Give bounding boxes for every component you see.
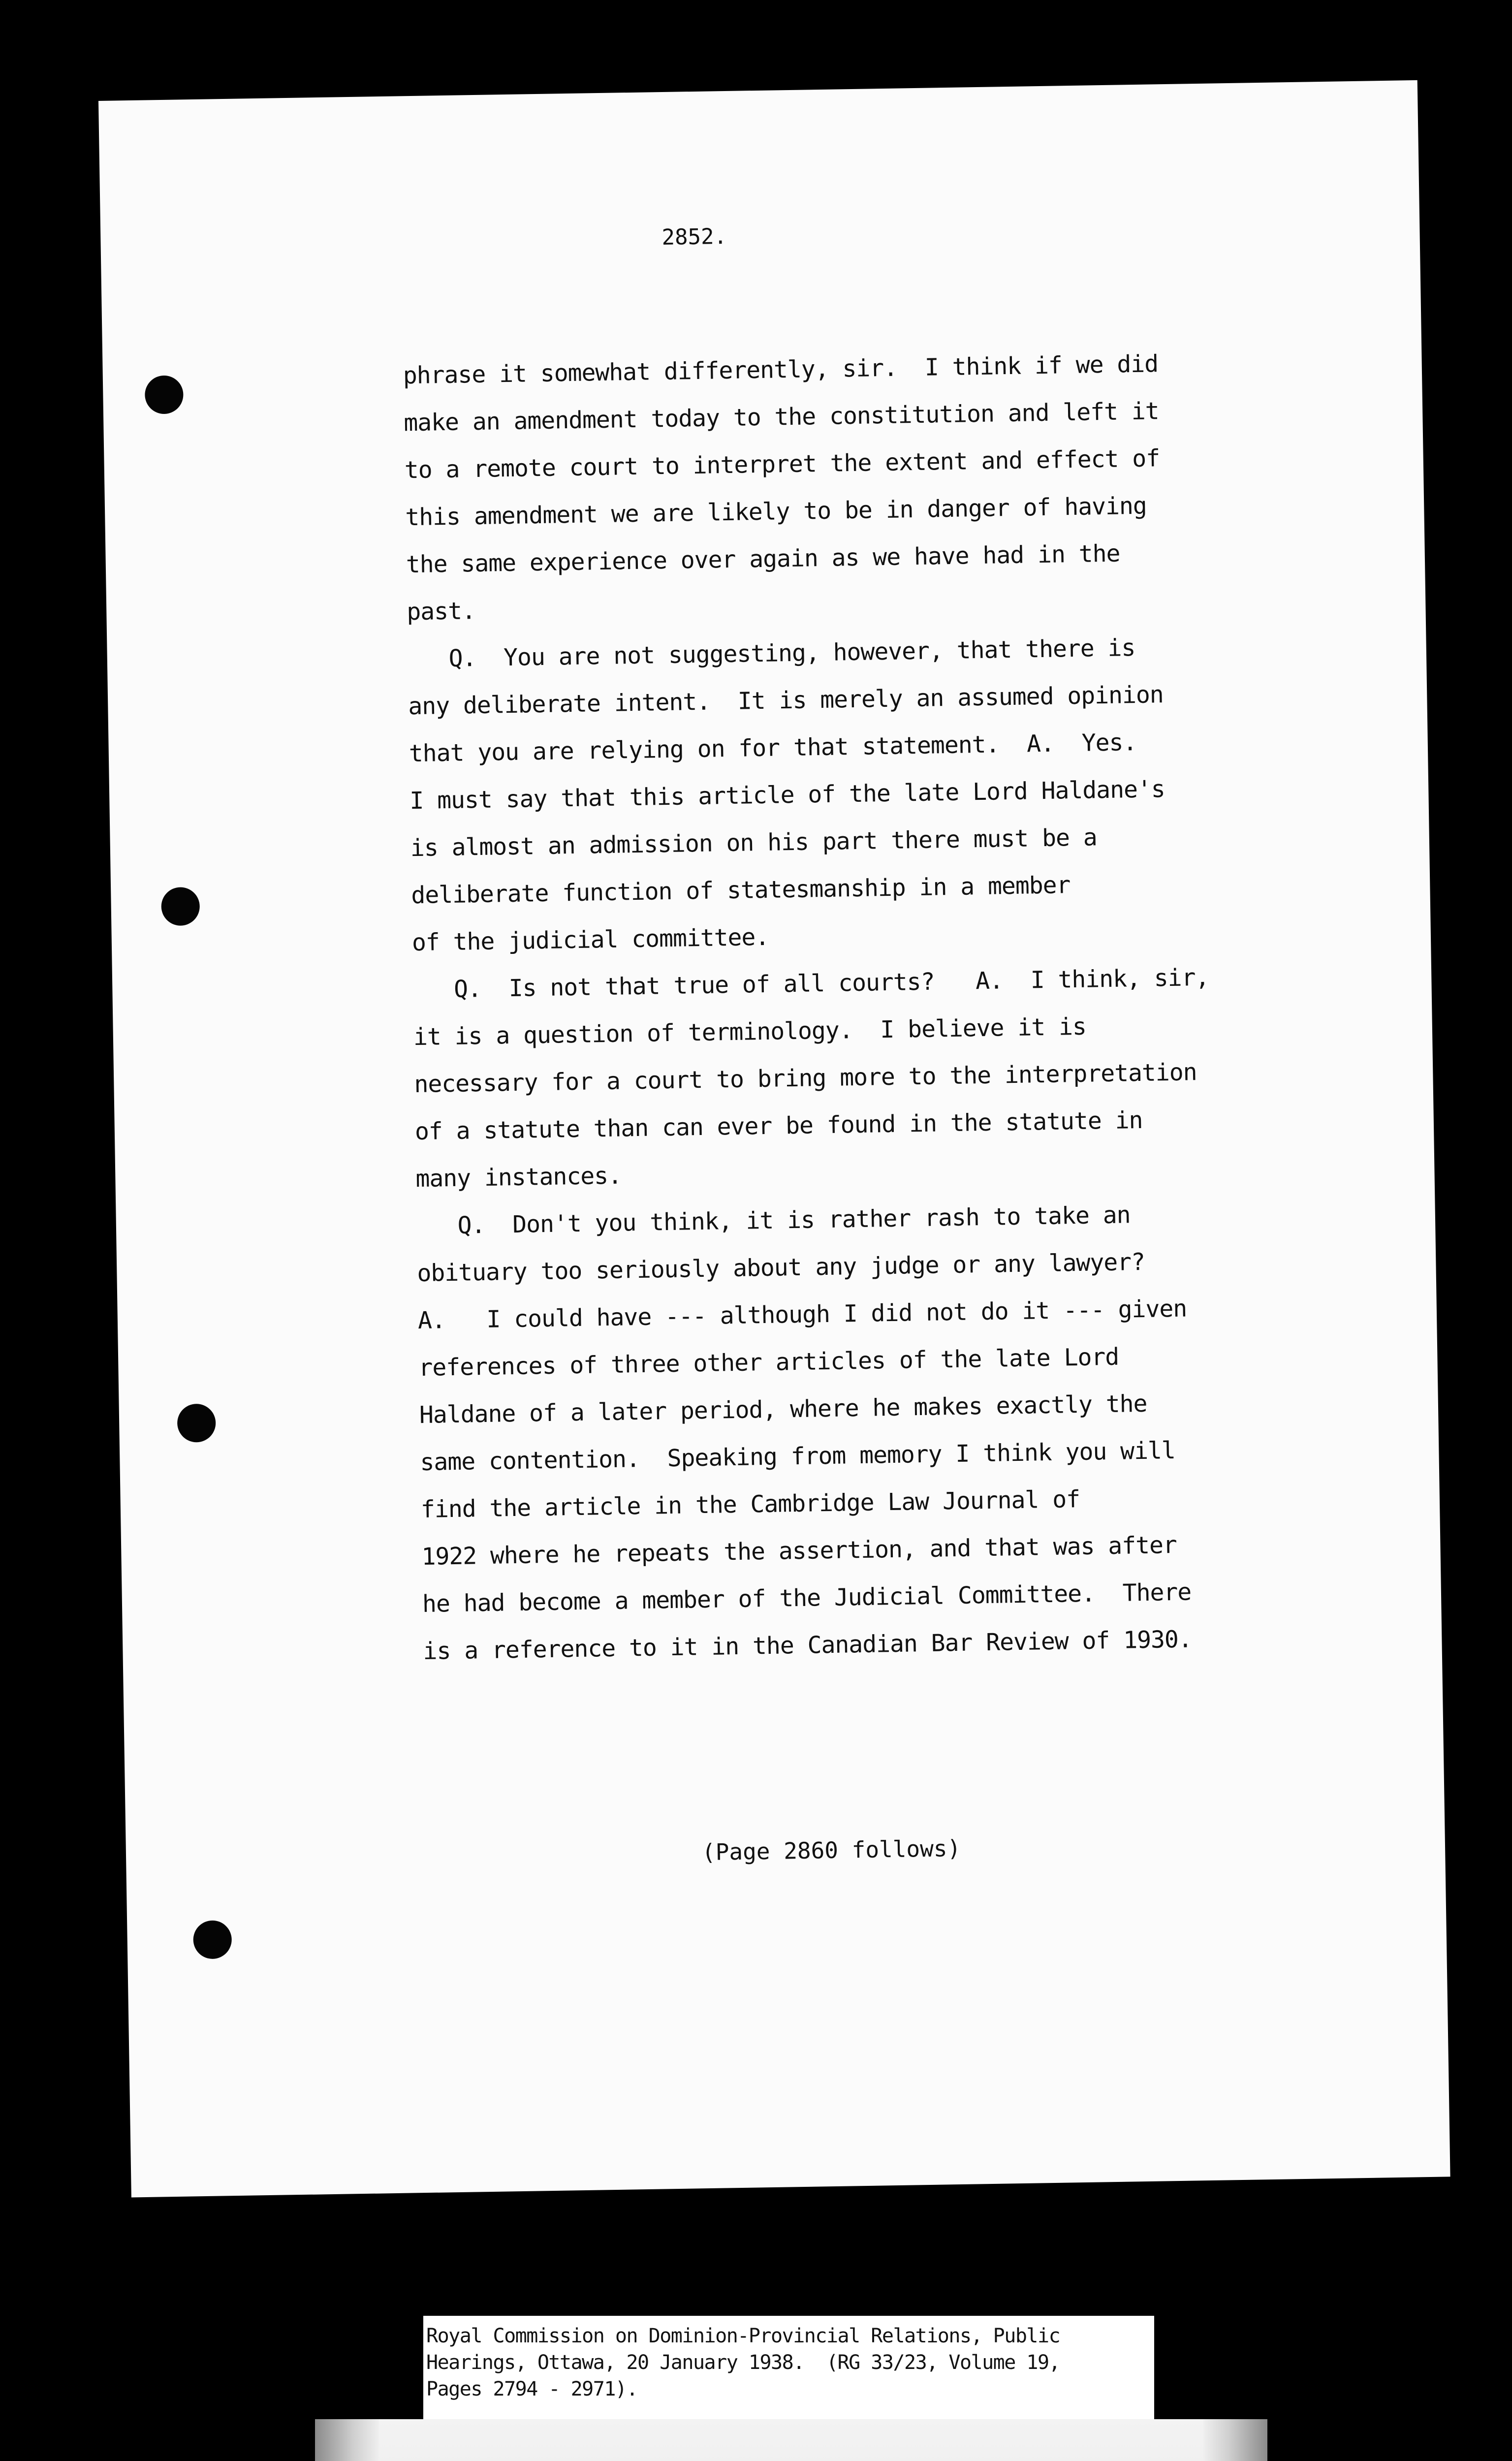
- page-follows-note: (Page 2860 follows): [701, 1834, 961, 1866]
- text-line: necessary for a court to bring more to the interpretation: [414, 1058, 1197, 1099]
- text-line: that you are relying on for that statement. A. Yes.: [409, 728, 1137, 768]
- binder-hole: [193, 1920, 232, 1959]
- text-line: Haldane of a later period, where he makes exactly the: [419, 1389, 1147, 1429]
- text-line: Q. You are not suggesting, however, that there is: [407, 634, 1135, 673]
- text-line: Q. Don't you think, it is rather rash to take an: [416, 1201, 1131, 1240]
- text-line: phrase it somewhat differently, sir. I think if we did: [403, 350, 1159, 390]
- text-line: of a statute than can ever be found in the statute in: [414, 1106, 1143, 1146]
- binder-hole: [161, 887, 200, 926]
- text-line: he had become a member of the Judicial Committee. There: [422, 1578, 1192, 1618]
- text-line: this amendment we are likely to be in danger of having: [405, 492, 1147, 532]
- caption-line: Pages 2794 - 2971).: [426, 2378, 638, 2400]
- binder-hole: [177, 1404, 216, 1443]
- text-line: the same experience over again as we have had in the: [406, 539, 1120, 579]
- text-line: is almost an admission on his part there must be a: [410, 823, 1098, 862]
- stamp-edge-right: [1203, 2419, 1267, 2461]
- text-line: references of three other articles of the late Lord: [418, 1343, 1119, 1382]
- caption-line: Hearings, Ottawa, 20 January 1938. (RG 33/23, Volume 19,: [426, 2351, 1060, 2374]
- text-line: it is a question of terminology. I believe it is: [413, 1012, 1087, 1051]
- document-page: [98, 80, 1450, 2198]
- text-line: past.: [406, 597, 476, 626]
- archives-stamp: [315, 2419, 1267, 2461]
- text-line: make an amendment today to the constitution and left it: [403, 397, 1160, 437]
- text-line: to a remote court to interpret the extent and effect of: [404, 444, 1160, 484]
- text-line: Q. Is not that true of all courts? A. I think, sir,: [412, 963, 1209, 1004]
- body-text: [403, 338, 1358, 1675]
- text-line: same contention. Speaking from memory I think you will: [420, 1436, 1176, 1477]
- text-line: A. I could have --- although I did not do it --- given: [417, 1294, 1187, 1335]
- text-line: many instances.: [415, 1162, 622, 1193]
- text-line: is a reference to it in the Canadian Bar Review of 1930.: [423, 1625, 1193, 1666]
- text-line: deliberate function of statesmanship in a member: [410, 871, 1071, 910]
- text-line: 1922 where he repeats the assertion, and that was after: [421, 1531, 1177, 1571]
- text-line: of the judicial committee.: [411, 923, 769, 957]
- text-line: find the article in the Cambridge Law Journal of: [420, 1485, 1080, 1524]
- archive-caption: [423, 2316, 1154, 2419]
- stamp-edge-left: [315, 2419, 379, 2461]
- page-number: 2852.: [662, 223, 727, 251]
- binder-hole: [145, 375, 184, 414]
- caption-line: Royal Commission on Dominion-Provincial Relations, Public: [426, 2325, 1060, 2347]
- text-line: I must say that this article of the late Lord Haldane's: [409, 775, 1166, 815]
- text-line: obituary too seriously about any judge or any lawyer?: [417, 1248, 1145, 1288]
- text-line: any deliberate intent. It is merely an assumed opinion: [408, 681, 1164, 721]
